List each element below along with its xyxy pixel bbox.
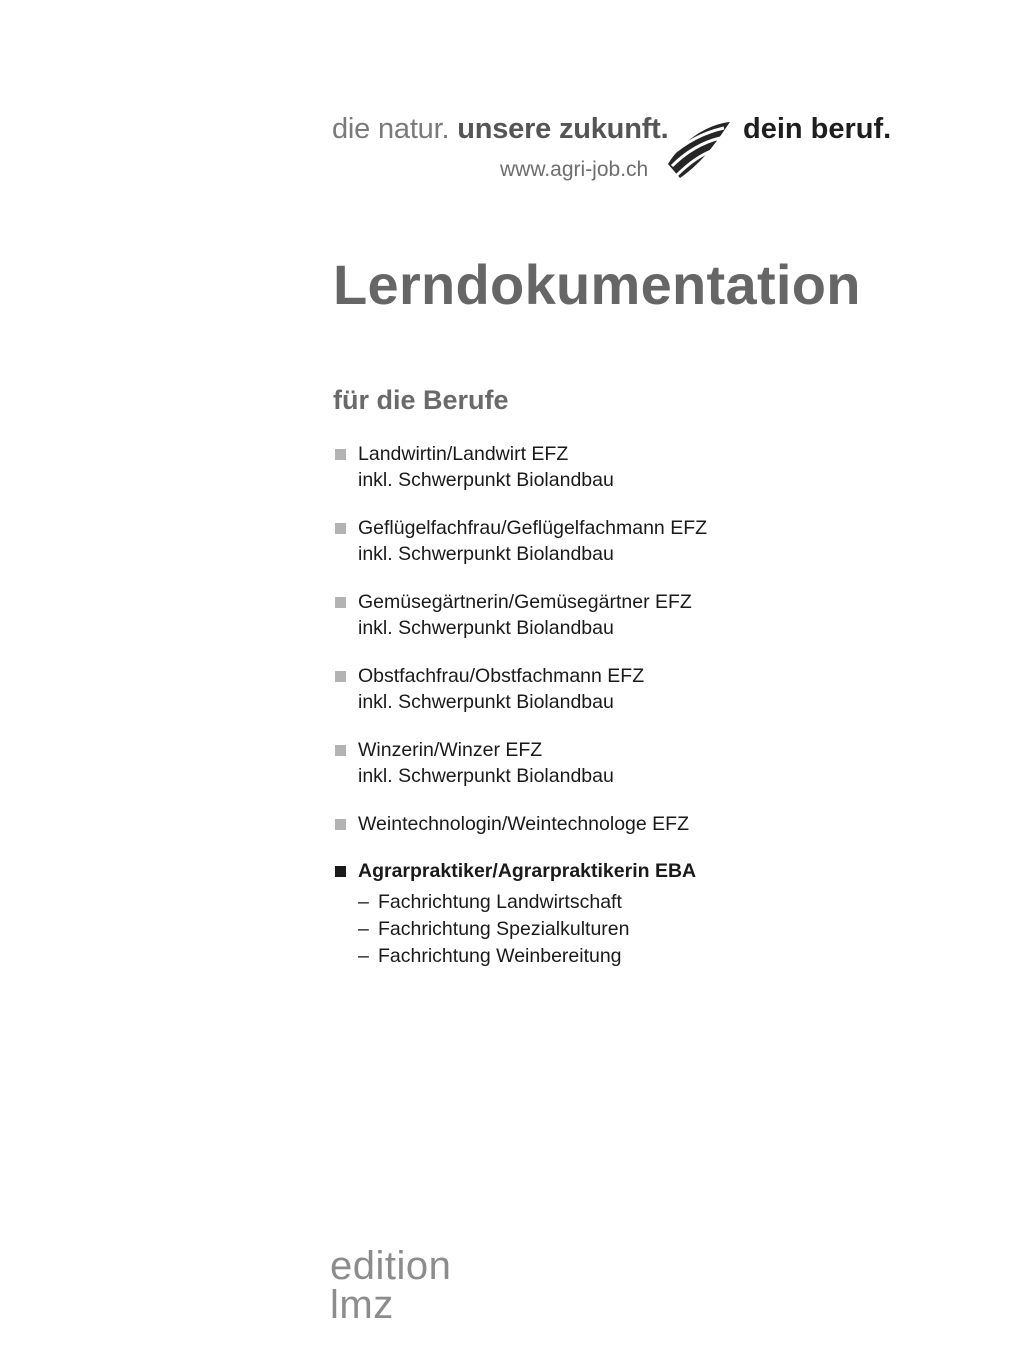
- bullet-square-icon: [335, 597, 346, 608]
- profession-note: inkl. Schwerpunkt Biolandbau: [358, 691, 614, 713]
- dash-marker: –: [358, 891, 369, 913]
- list-item: [333, 441, 614, 493]
- list-item: [333, 663, 644, 715]
- sub-item-label: Fachrichtung Spezialkulturen: [378, 918, 630, 940]
- publisher-logo: [330, 1244, 452, 1327]
- sub-item-label: Fachrichtung Weinbereitung: [378, 945, 622, 967]
- bullet-square-icon: [335, 866, 346, 877]
- profession-name: Winzerin/Winzer EFZ: [358, 739, 543, 761]
- page-subtitle: für die Berufe: [333, 385, 509, 415]
- bullet-square-icon: [335, 819, 346, 830]
- profession-name: Obstfachfrau/Obstfachmann EFZ: [358, 665, 645, 687]
- tagline-job: dein beruf.: [743, 113, 892, 145]
- profession-name: Geflügelfachfrau/Geflügelfachmann EFZ: [358, 517, 708, 539]
- tagline-future: unsere zukunft.: [457, 113, 669, 145]
- furrow-leaf-icon: [666, 120, 732, 180]
- website-url: www.agri-job.ch: [500, 158, 649, 181]
- bullet-square-icon: [335, 671, 346, 682]
- dash-marker: –: [358, 918, 369, 940]
- profession-name: Landwirtin/Landwirt EFZ: [358, 443, 569, 465]
- list-item: [333, 589, 692, 641]
- publisher-line-2: lmz: [330, 1283, 394, 1327]
- publisher-line-1: edition: [330, 1244, 452, 1288]
- list-item: [333, 811, 689, 837]
- sub-list-item: [358, 943, 622, 970]
- dash-marker: –: [358, 945, 369, 967]
- tagline-nature: die natur.: [332, 113, 450, 145]
- profession-note: inkl. Schwerpunkt Biolandbau: [358, 617, 614, 639]
- profession-note: inkl. Schwerpunkt Biolandbau: [358, 543, 614, 565]
- bullet-square-icon: [335, 449, 346, 460]
- profession-name: Weintechnologin/Weintechnologe EFZ: [358, 813, 689, 835]
- sub-item-label: Fachrichtung Landwirtschaft: [378, 891, 622, 913]
- page-title: Lerndokumentation: [333, 253, 861, 316]
- header-tagline: [332, 113, 669, 146]
- profession-note: inkl. Schwerpunkt Biolandbau: [358, 765, 614, 787]
- sub-list-item: [358, 916, 629, 943]
- profession-note: inkl. Schwerpunkt Biolandbau: [358, 469, 614, 491]
- list-item: [333, 515, 707, 567]
- profession-name: Agrarpraktiker/Agrarpraktikerin EBA: [358, 860, 697, 882]
- bullet-square-icon: [335, 745, 346, 756]
- sub-list-item: [358, 889, 622, 916]
- bullet-square-icon: [335, 523, 346, 534]
- profession-name: Gemüsegärtnerin/Gemüsegärtner EFZ: [358, 591, 692, 613]
- list-item-highlighted: [333, 858, 696, 884]
- list-item: [333, 737, 614, 789]
